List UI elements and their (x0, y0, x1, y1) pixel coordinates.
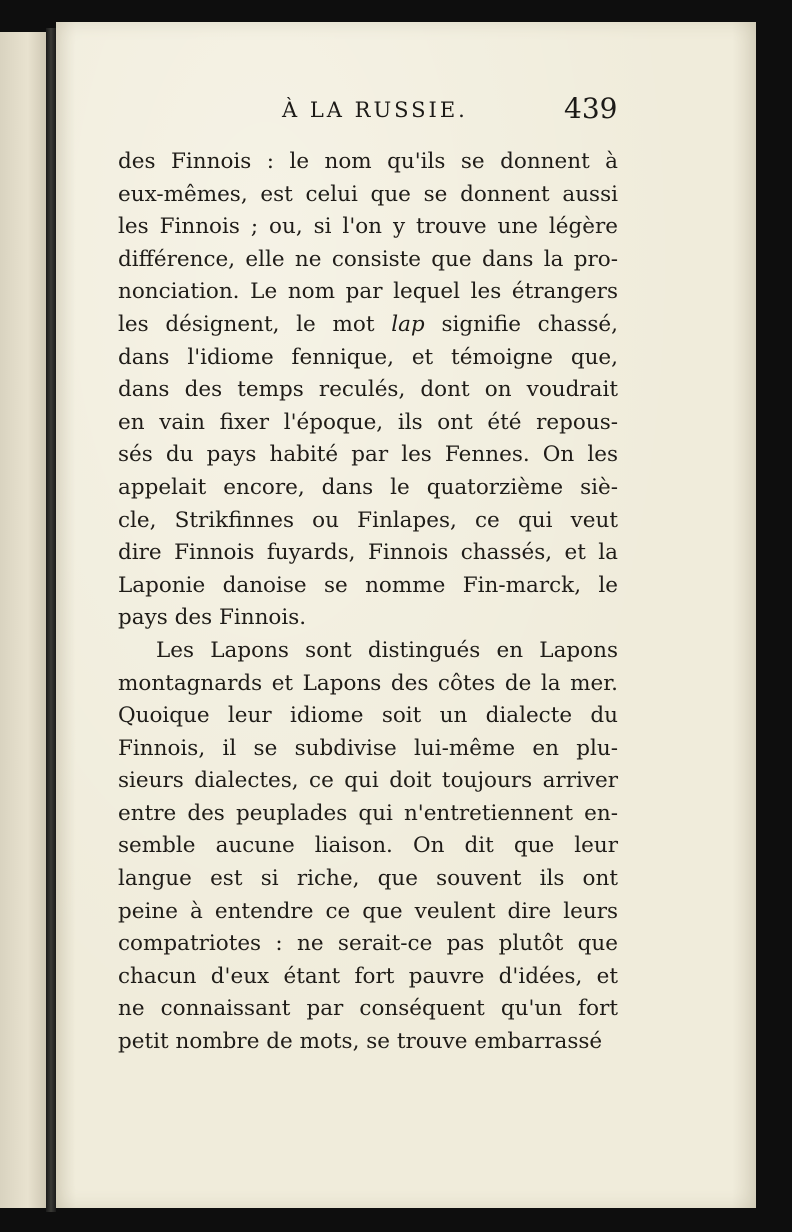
text-line: dans l'idiome fennique, et témoigne que, (118, 344, 618, 370)
text-line: Quoique leur idiome soit un dialecte du (118, 703, 618, 729)
text-line: sés du pays habité par les Fennes. On les (118, 442, 618, 468)
left-page-edge (0, 32, 49, 1208)
book-spine (46, 28, 56, 1212)
text-line: petit nombre de mots, se trouve embarrassé (118, 1029, 603, 1055)
text-line-with-italic (118, 309, 618, 342)
text-line: sieurs dialectes, ce qui doit toujours arriver (118, 768, 618, 794)
text-line: en vain fixer l'époque, ils ont été repous- (118, 409, 618, 435)
text-line: nonciation. Le nom par lequel les étrangers (118, 279, 618, 305)
text-line: dans des temps reculés, dont on voudrait (118, 377, 618, 403)
text-line: des Finnois : le nom qu'ils se donnent à (118, 149, 618, 174)
text-line: différence, elle ne consiste que dans la pro- (118, 246, 618, 272)
paragraph-start-line: Les Lapons sont distingués en Lapons (156, 637, 618, 663)
italic-word: lap (391, 311, 425, 337)
page-number: 439 (564, 92, 618, 125)
text-line: pays des Finnois. (118, 605, 307, 631)
text-line: peine à entendre ce que veulent dire leurs (118, 898, 618, 924)
text-line: montagnards et Lapons des côtes de la mer. (118, 670, 618, 696)
text-line: Laponie danoise se nomme Fin-marck, le (118, 572, 618, 598)
page-header (56, 92, 756, 132)
text-line: Finnois, il se subdivise lui-même en plu- (118, 735, 618, 761)
text-line: compatriotes : ne serait-ce pas plutôt que (118, 931, 618, 957)
text-line: chacun d'eux étant fort pauvre d'idées, et (118, 963, 618, 989)
text-line: cle, Strikfinnes ou Finlapes, ce qui veut (118, 507, 618, 533)
text-fragment: les désignent, le mot (118, 311, 375, 337)
text-line: ne connaissant par conséquent qu'un fort (118, 996, 618, 1022)
text-line: semble aucune liaison. On dit que leur (118, 833, 618, 859)
text-line: langue est si riche, que souvent ils ont (118, 866, 618, 892)
text-body (118, 146, 618, 1059)
book-page (56, 22, 756, 1208)
text-fragment: signifie chassé, (441, 311, 618, 337)
text-line: les Finnois ; ou, si l'on y trouve une légère (118, 214, 618, 240)
text-line: entre des peuplades qui n'entretiennent en- (118, 800, 618, 826)
text-line: appelait encore, dans le quatorzième siè- (118, 474, 618, 500)
text-line: dire Finnois fuyards, Finnois chassés, et la (118, 540, 618, 566)
page-edge-shadow (732, 22, 756, 1208)
running-head: À LA RUSSIE. (282, 98, 468, 122)
text-line: eux-mêmes, est celui que se donnent aussi (118, 181, 618, 207)
